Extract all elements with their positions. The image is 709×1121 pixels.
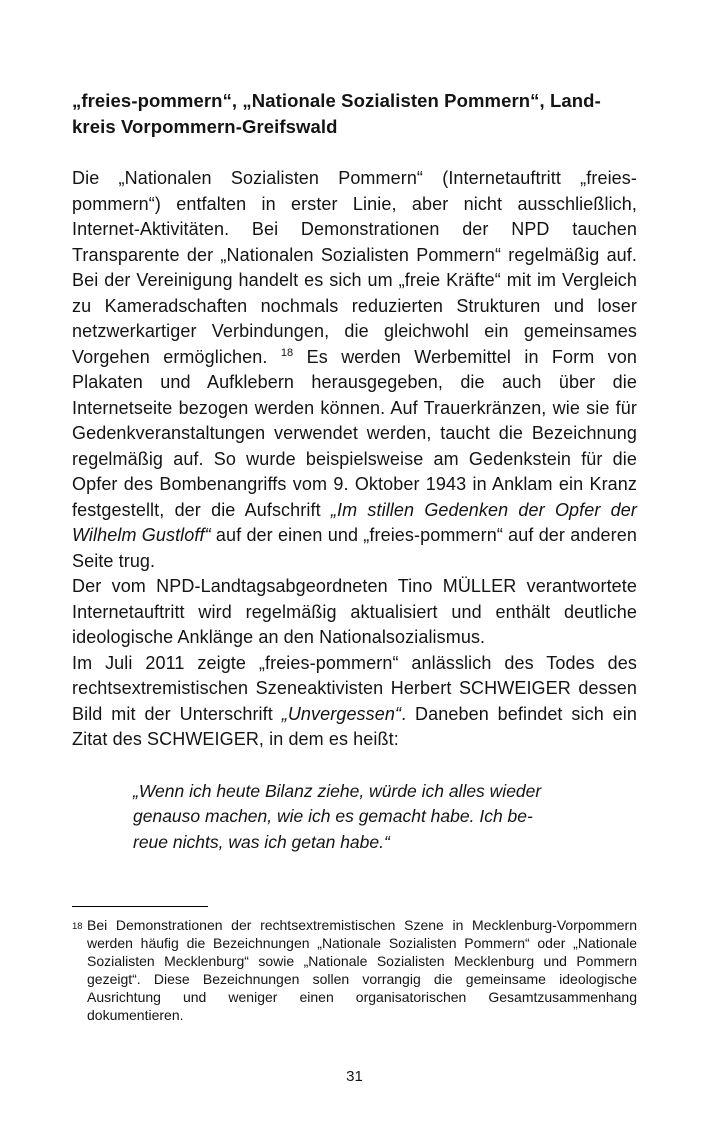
paragraph-1-text-a: Die „Nationalen Sozialisten Pommern“ (Internetauftritt „freies-pommern“) entfalten in erster Linie, aber nicht ausschließlich, Internet-Aktivitäten. Bei Demonstrationen der NPD tauchen Transparente der „Nationalen Sozialisten Pommern“ regelmäßig auf. Bei der Vereinigung handelt es sich um „freie Kräfte“ mit im Vergleich zu Kameradschaften nochmals reduzierten Strukturen und loser netzwerkartiger Verbindungen, die gleichwohl ein gemeinsames Vorgehen ermöglichen. (72, 168, 637, 367)
heading-line-2: kreis Vorpommern-Greifswald (72, 116, 338, 137)
paragraph-1-text-b: Es werden Werbemittel in Form von Plakaten und Aufklebern herausgegeben, die auch über die Internetseite bezogen werden können. Auf Trauerkränzen, wie sie für Gedenkveranstaltungen verwendet werden, taucht die Bezeichnung regelmäßig auf. So wurde beispielsweise am Gedenkstein für die Opfer des Bombenangriffs vom 9. Oktober 1943 in Anklam ein Kranz festgestellt, der die Aufschrift (72, 346, 637, 520)
quote-line-1: „Wenn ich heute Bilanz ziehe, würde ich alles wieder (133, 780, 542, 801)
quote-line-3: reue nichts, was ich getan habe.“ (133, 831, 390, 852)
paragraph-1-inline-quote: „Im stillen Gedenken der Opfer der Wilhelm Gustloff“ (72, 499, 637, 545)
body-paragraph-2: Der vom NPD-Landtagsabgeordneten Tino MÜLLER verantwortete Internetauftritt wird regelmäßig aktualisiert und enthält deutliche ideologische Anklänge an den Nationalsozialismus. (72, 576, 637, 647)
page-number: 31 (346, 1068, 363, 1085)
paragraph-3-text-a: Im Juli 2011 zeigte „freies-pommern“ anlässlich des Todes des rechtsextremistischen Szeneaktivisten Herbert SCHWEIGER dessen Bild mit der Unterschrift (72, 652, 637, 724)
page-content (72, 88, 637, 855)
paragraph-3-text-b: . Daneben befindet sich ein Zitat des SCHWEIGER, in dem es heißt: (72, 703, 637, 749)
footnote-reference-18: 18 (280, 346, 294, 359)
body-paragraph-1 (72, 166, 637, 574)
footnote-18 (72, 916, 637, 1024)
body-paragraph-3 (72, 651, 637, 753)
block-quote (133, 779, 637, 856)
heading-line-1: „freies-pommern“, „Nationale Sozialisten Pommern“, Land- (72, 90, 601, 111)
footnote-section (72, 906, 637, 1024)
footnote-text: Bei Demonstrationen der rechtsextremistischen Szene in Mecklenburg-Vorpommern werden häufig die Bezeichnungen „Nationale Sozialisten Pommern“ oder „Nationale Sozialisten Mecklenburg“ sowie „Nationale Sozialisten Mecklenburg und Pommern gezeigt“. Diese Bezeichnungen sollen vorrangig die gemeinsame ideologische Ausrichtung und weniger einen organisatorischen Gesamtzusammenhang dokumentieren. (87, 917, 637, 1023)
footnote-separator-rule (72, 906, 208, 907)
section-heading (72, 88, 637, 140)
quote-line-2: genauso machen, wie ich es gemacht habe. Ich be- (133, 806, 533, 826)
paragraph-3-inline-quote: „Unvergessen“ (281, 703, 402, 724)
paragraph-1-text-c: auf der einen und „freies-pommern“ auf der anderen Seite trug. (72, 525, 637, 571)
footnote-number: 18 (72, 920, 83, 932)
